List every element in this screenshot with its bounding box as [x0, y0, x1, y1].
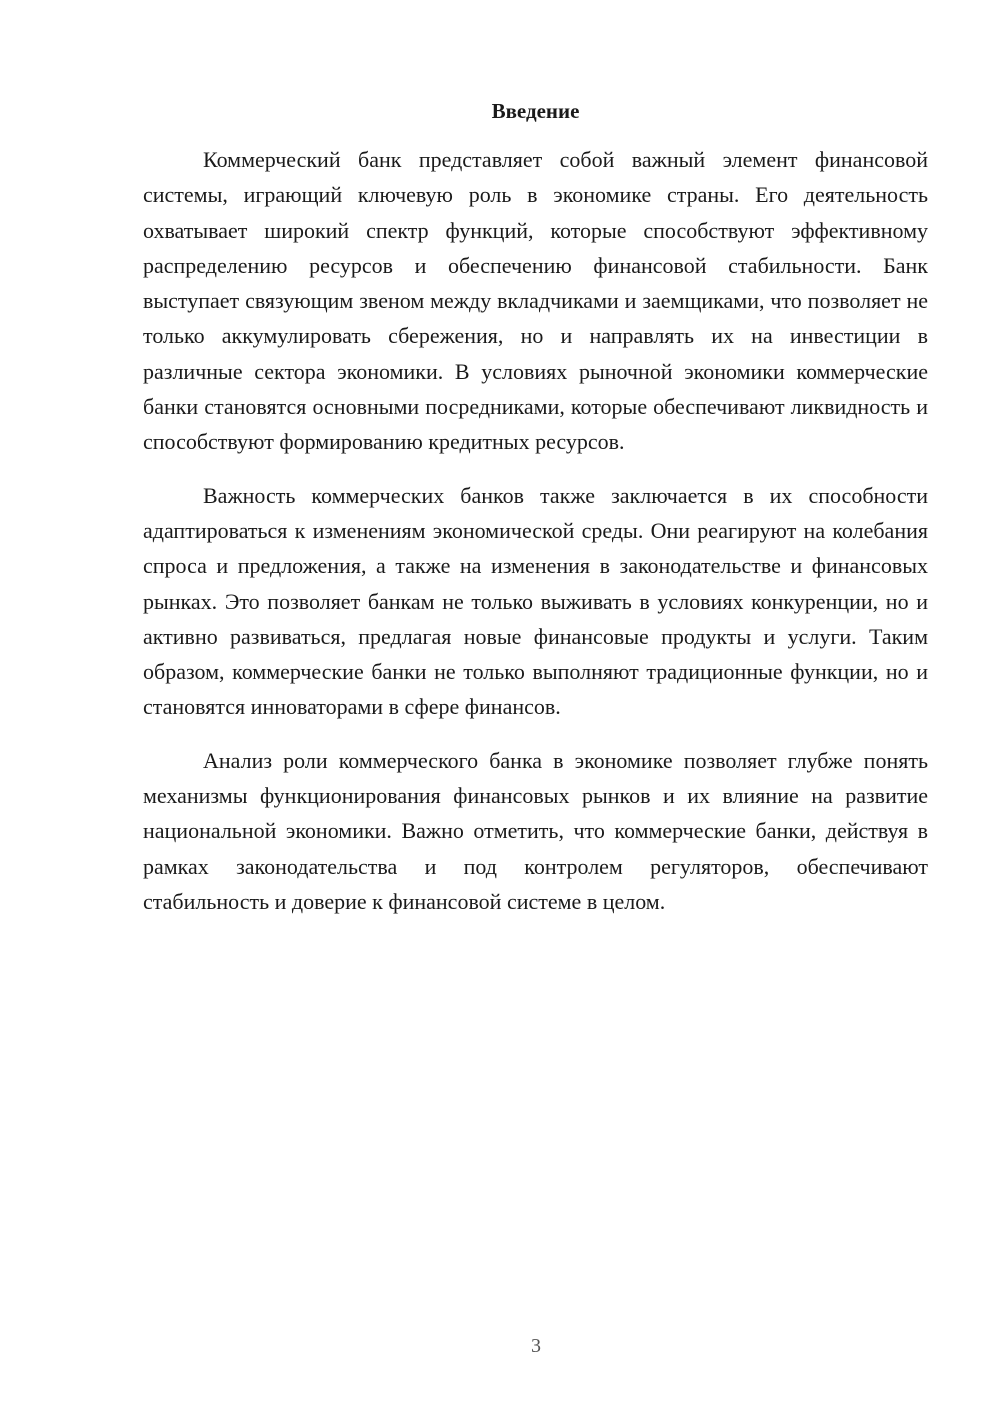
paragraph-1: Коммерческий банк представляет собой важный элемент финансовой системы, играющий ключевую роль в экономике страны. Его деятельность охватывает широкий спектр функций, которые способствуют эффективному распределению ресурсов и обеспечению финансовой стабильности. Банк выступает связующим звеном между вкладчиками и заемщиками, что позволяет не только аккумулировать сбережения, но и направлять их на инвестиции в различные сектора экономики. В условиях рыночной экономики коммерческие банки становятся основными посредниками, которые обеспечивают ликвидность и способствуют формированию кредитных ресурсов.: [143, 147, 928, 455]
section-title: Введение: [491, 99, 580, 123]
body-text: [143, 142, 928, 937]
paragraph-3: Анализ роли коммерческого банка в экономике позволяет глубже понять механизмы функционирования финансовых рынков и их влияние на развитие национальной экономики. Важно отметить, что коммерческие банки, действуя в рамках законодательства и под контролем регуляторов, обеспечивают стабильность и доверие к финансовой системе в целом.: [143, 747, 928, 914]
paragraph-2: Важность коммерческих банков также заключается в их способности адаптироваться к изменениям экономической среды. Они реагируют на колебания спроса и предложения, а также на изменения в законодательстве и финансовых рынках. Это позволяет банкам не только выживать в условиях конкуренции, но и активно развиваться, предлагая новые финансовые продукты и услуги. Таким образом, коммерческие банки не только выполняют традиционные функции, но и становятся инноваторами в сфере финансов.: [143, 482, 928, 720]
page-number: 3: [531, 1335, 541, 1357]
